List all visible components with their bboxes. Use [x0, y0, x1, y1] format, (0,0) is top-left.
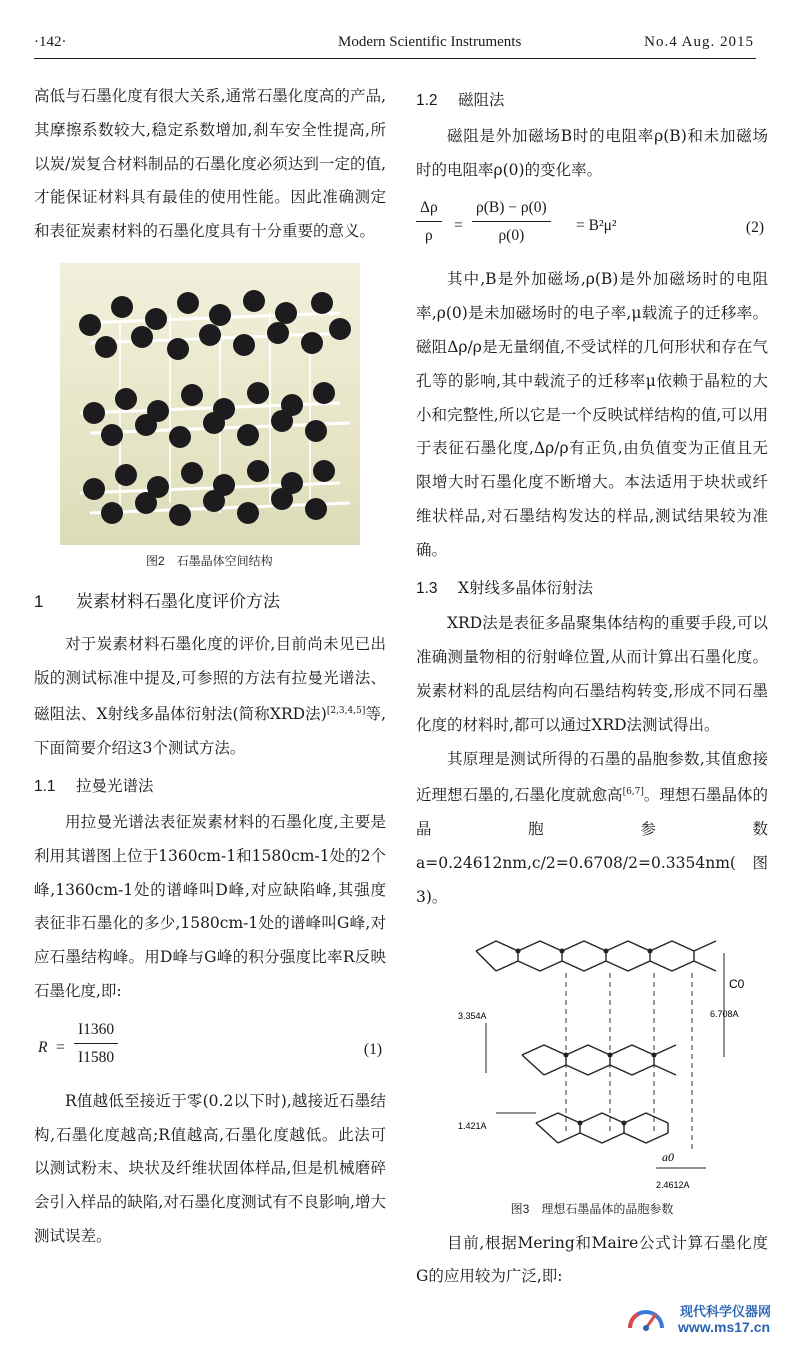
label-interlayer: 3.354A: [458, 1010, 487, 1021]
figure-2-caption: 图2 石墨晶体空间结构: [146, 553, 273, 568]
header-rule: [34, 58, 756, 59]
section-1-3-title: X射线多晶体衍射法: [458, 578, 594, 597]
raman-paragraph-2: R值越低至接近于零(0.2以下时),越接近石墨结构,石墨化度越高;R值越高,石墨化度越低。此法可以测试粉末、块状及纤维状固体样品,但是机械磨碎会引入样品的缺陷,对石墨化度测试有不良影响,增大测试误差。: [34, 1091, 386, 1245]
graphite-unit-cell-diagram: [456, 933, 756, 1195]
label-c-value: 6.708A: [710, 1008, 739, 1019]
magnetoresistance-paragraph: 磁阻是外加磁场B时的电阻率ρ(B)和未加磁场时的电阻率ρ(0)的变化率。: [416, 126, 768, 179]
section-1-heading: [34, 585, 386, 620]
eq2-equals: =: [454, 217, 463, 235]
section-1-text: 对于炭素材料石墨化度的评价,目前尚未见已出版的测试标准中提及,可参照的方法有拉曼光谱法、磁阻法、X射线多晶体衍射法(简称XRD法): [34, 634, 386, 724]
gauge-logo-icon: [626, 1300, 666, 1340]
eq2-rhs: = B²μ²: [576, 217, 617, 235]
section-1-1-heading: [34, 770, 386, 804]
eq1-equals: =: [56, 1038, 65, 1056]
section-1-1-number: 1.1: [34, 778, 56, 796]
site-watermark: [626, 1298, 796, 1344]
unit-cell-svg: [456, 933, 756, 1195]
label-bond-length: 1.421A: [458, 1120, 487, 1131]
eq2-tag: (2): [745, 219, 764, 237]
section-1-title: 炭素材料石墨化度评价方法: [76, 591, 280, 612]
label-a0: a0: [662, 1149, 674, 1164]
section-1-3-number: 1.3: [416, 579, 438, 597]
eq1-numerator: I1360: [74, 1017, 118, 1044]
left-column: [34, 80, 386, 1254]
eq2-lhs-denominator: ρ: [424, 227, 433, 245]
xrd-text: 其原理是测试所得的石墨的晶胞参数,其值愈接近理想石墨的,石墨化度就愈高: [416, 749, 768, 805]
right-column: [416, 80, 768, 1294]
graphite-model-graphic: [60, 263, 360, 545]
eq2-lhs-numerator: Δρ: [416, 195, 442, 222]
label-a-value: 2.4612A: [656, 1179, 690, 1190]
equation-1: [34, 1015, 386, 1079]
eq2-lhs-fraction: [416, 195, 442, 250]
mering-maire-paragraph: 目前,根据Mering和Maire公式计算石墨化度G的应用较为广泛,即:: [416, 1233, 768, 1286]
magnetoresistance-paragraph-2: 其中,B是外加磁场,ρ(B)是外加磁场时的电阻率,ρ(0)是未加磁场时的电子率,μ载流子的迁移率。磁阻Δρ/ρ是无量纲值,不受试样的几何形状和存在气孔等的影响,其中载流子的迁移率μ依赖于晶粒的大小和完整性,所以它是一个反映试样结构的值,可以用于表征石墨化度,Δρ/ρ有正负,由负值变为正值且无限增大时石墨化度不断增大。本法适用于块状或纤维状样品,对石墨结构发达的样品,测试结果较为准确。: [416, 270, 768, 559]
xrd-text-tail: 。理想石墨晶体的晶胞参数a=0.24612nm,c/2=0.6708/2=0.3354nm(图3)。: [416, 786, 768, 906]
watermark-url: www.ms17.cn: [678, 1319, 771, 1335]
section-1-3-heading: [416, 572, 768, 606]
running-header: [34, 34, 754, 56]
section-1-number: 1: [34, 591, 44, 611]
graphite-crystal-photo: [60, 263, 360, 545]
section-1-2-title: 磁阻法: [458, 91, 505, 109]
eq2-numerator: ρ(B) − ρ(0): [472, 195, 551, 222]
eq2-denominator: ρ(0): [498, 227, 525, 245]
section-1-text-tail: 等,下面简要介绍这3个测试方法。: [34, 705, 386, 758]
citation-6-7: [6,7]: [622, 787, 644, 798]
label-c0: C0: [729, 976, 745, 991]
section-1-paragraph: [34, 628, 386, 766]
page-number: ·142·: [34, 34, 67, 50]
figure-3-caption: 图3 理想石墨晶体的晶胞参数: [510, 1201, 674, 1216]
eq1-lhs: R: [38, 1038, 48, 1056]
xrd-paragraph-1: XRD法是表征多晶聚集体结构的重要手段,可以准确测量物相的衍射峰位置,从而计算出石墨化度。炭素材料的乱层结构向石墨结构转变,形成不同石墨化度的材料时,都可以通过XRD法测试得出。: [416, 614, 768, 734]
raman-paragraph: 用拉曼光谱法表征炭素材料的石墨化度,主要是利用其谱图上位于1360cm-1和1580cm-1处的2个峰,1360cm-1处的谱峰叫D峰,对应缺陷峰,其强度表征非石墨化的多少,1580cm-1处的谱峰叫G峰,对应石墨结构峰。用D峰与G峰的积分强度比率R反映石墨化度,即:: [34, 812, 386, 1000]
section-1-2-heading: [416, 84, 768, 118]
issue-info: No.4 Aug. 2015: [644, 34, 754, 50]
eq1-tag: (1): [363, 1040, 382, 1058]
eq1-denominator: I1580: [78, 1048, 115, 1066]
watermark-site-name: 现代科学仪器网: [680, 1305, 772, 1320]
citation-2-5: [2,3,4,5]: [326, 706, 366, 717]
section-1-1-title: 拉曼光谱法: [76, 777, 154, 796]
eq1-fraction: [74, 1017, 118, 1072]
equation-2: [416, 193, 768, 257]
intro-paragraph: 高低与石墨化度有很大关系,通常石墨化度高的产品,其摩擦系数较大,稳定系数增加,刹车安全性提高,所以炭/炭复合材料制品的石墨化度必须达到一定的值,才能保证材料具有最佳的使用性能。因此准确测定和表征炭素材料的石墨化度具有十分重要的意义。: [34, 87, 386, 241]
section-1-2-number: 1.2: [416, 92, 438, 109]
journal-name: Modern Scientific Instruments: [338, 34, 522, 50]
eq2-rhs-fraction: [472, 195, 551, 250]
xrd-paragraph-2: [416, 743, 768, 915]
